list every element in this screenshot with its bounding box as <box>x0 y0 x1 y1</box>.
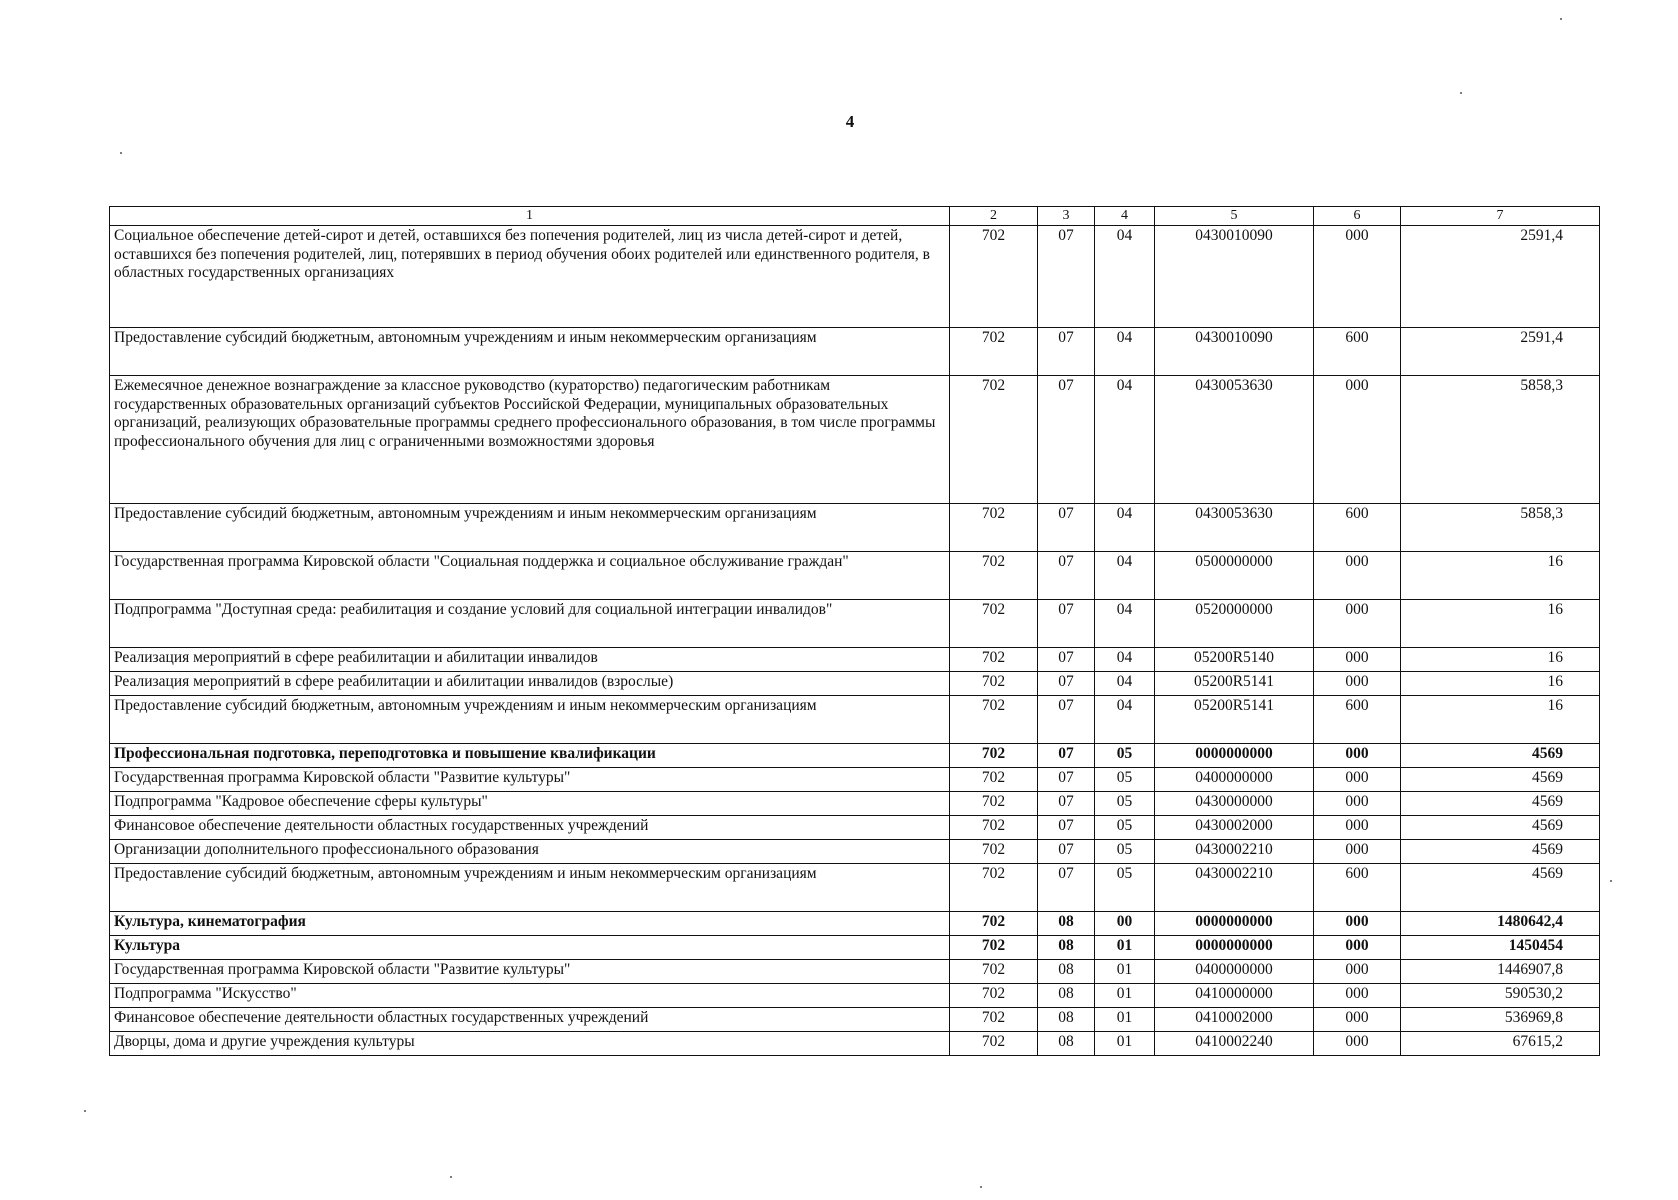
row-code-5: 0430010090 <box>1155 328 1314 376</box>
table-body <box>110 226 1600 1056</box>
table-row <box>110 984 1600 1008</box>
table-row <box>110 816 1600 840</box>
row-name: Подпрограмма "Кадровое обеспечение сферы культуры" <box>110 792 950 816</box>
row-code-4: 04 <box>1095 696 1155 744</box>
column-header: 6 <box>1314 207 1401 226</box>
row-code-5: 0430002210 <box>1155 840 1314 864</box>
table-row <box>110 936 1600 960</box>
row-code-5: 0430053630 <box>1155 504 1314 552</box>
scan-speck <box>980 1186 982 1188</box>
row-amount: 1480642,4 <box>1401 912 1600 936</box>
row-code-4: 05 <box>1095 768 1155 792</box>
row-name: Реализация мероприятий в сфере реабилитации и абилитации инвалидов (взрослые) <box>110 672 950 696</box>
column-header: 5 <box>1155 207 1314 226</box>
table-row <box>110 376 1600 504</box>
row-code-3: 07 <box>1038 226 1095 328</box>
row-code-6: 000 <box>1314 912 1401 936</box>
row-code-2: 702 <box>950 552 1038 600</box>
row-amount: 536969,8 <box>1401 1008 1600 1032</box>
row-name: Государственная программа Кировской области "Социальная поддержка и социальное обслуживание граждан" <box>110 552 950 600</box>
budget-table <box>109 206 1600 1056</box>
row-name: Профессиональная подготовка, переподготовка и повышение квалификации <box>110 744 950 768</box>
row-name: Предоставление субсидий бюджетным, автономным учреждениям и иным некоммерческим организациям <box>110 696 950 744</box>
table-row <box>110 960 1600 984</box>
row-code-4: 05 <box>1095 840 1155 864</box>
row-amount: 1446907,8 <box>1401 960 1600 984</box>
row-name: Государственная программа Кировской области "Развитие культуры" <box>110 768 950 792</box>
row-code-5: 05200R5141 <box>1155 696 1314 744</box>
row-code-5: 0430002210 <box>1155 864 1314 912</box>
row-code-2: 702 <box>950 864 1038 912</box>
row-code-4: 05 <box>1095 864 1155 912</box>
row-code-3: 07 <box>1038 648 1095 672</box>
table-row <box>110 504 1600 552</box>
row-code-5: 0410002000 <box>1155 1008 1314 1032</box>
row-code-4: 04 <box>1095 376 1155 504</box>
row-code-3: 08 <box>1038 936 1095 960</box>
row-code-3: 07 <box>1038 696 1095 744</box>
column-header: 4 <box>1095 207 1155 226</box>
row-code-4: 05 <box>1095 816 1155 840</box>
row-code-5: 05200R5141 <box>1155 672 1314 696</box>
row-code-3: 08 <box>1038 984 1095 1008</box>
row-code-2: 702 <box>950 816 1038 840</box>
table-row <box>110 840 1600 864</box>
row-code-3: 07 <box>1038 744 1095 768</box>
row-code-6: 000 <box>1314 768 1401 792</box>
row-code-3: 07 <box>1038 376 1095 504</box>
scan-speck <box>1460 92 1462 94</box>
row-amount: 67615,2 <box>1401 1032 1600 1056</box>
row-name: Предоставление субсидий бюджетным, автономным учреждениям и иным некоммерческим организациям <box>110 864 950 912</box>
row-code-4: 04 <box>1095 648 1155 672</box>
row-code-2: 702 <box>950 744 1038 768</box>
row-name: Предоставление субсидий бюджетным, автономным учреждениям и иным некоммерческим организациям <box>110 328 950 376</box>
row-amount: 4569 <box>1401 744 1600 768</box>
scan-speck <box>450 1176 452 1178</box>
row-code-6: 000 <box>1314 376 1401 504</box>
scan-speck <box>120 152 122 154</box>
row-name: Дворцы, дома и другие учреждения культуры <box>110 1032 950 1056</box>
row-code-6: 000 <box>1314 744 1401 768</box>
row-amount: 16 <box>1401 696 1600 744</box>
row-code-3: 07 <box>1038 816 1095 840</box>
row-code-6: 600 <box>1314 696 1401 744</box>
table-row <box>110 696 1600 744</box>
row-code-2: 702 <box>950 504 1038 552</box>
row-name: Реализация мероприятий в сфере реабилитации и абилитации инвалидов <box>110 648 950 672</box>
row-amount: 4569 <box>1401 816 1600 840</box>
row-code-3: 07 <box>1038 672 1095 696</box>
row-code-4: 00 <box>1095 912 1155 936</box>
row-amount: 4569 <box>1401 840 1600 864</box>
row-amount: 4569 <box>1401 864 1600 912</box>
table-row <box>110 744 1600 768</box>
table-row <box>110 226 1600 328</box>
row-name: Финансовое обеспечение деятельности областных государственных учреждений <box>110 1008 950 1032</box>
row-amount: 590530,2 <box>1401 984 1600 1008</box>
row-amount: 5858,3 <box>1401 504 1600 552</box>
row-code-4: 01 <box>1095 1008 1155 1032</box>
row-code-5: 0500000000 <box>1155 552 1314 600</box>
row-code-4: 04 <box>1095 328 1155 376</box>
row-code-3: 08 <box>1038 912 1095 936</box>
row-name: Ежемесячное денежное вознаграждение за классное руководство (кураторство) педагогическим работникам государственных образовательных организаций субъектов Российской Федерации, муниципальных образовательных организаций, реализующих образовательные программы среднего профессионального образования, в том числе программы профессионального обучения для лиц с ограниченными возможностями здоровья <box>110 376 950 504</box>
column-header: 7 <box>1401 207 1600 226</box>
row-code-6: 000 <box>1314 552 1401 600</box>
row-code-4: 04 <box>1095 226 1155 328</box>
row-name: Подпрограмма "Искусство" <box>110 984 950 1008</box>
row-code-4: 01 <box>1095 960 1155 984</box>
row-code-2: 702 <box>950 696 1038 744</box>
column-header: 3 <box>1038 207 1095 226</box>
row-code-5: 0430002000 <box>1155 816 1314 840</box>
row-code-6: 000 <box>1314 792 1401 816</box>
row-code-6: 000 <box>1314 840 1401 864</box>
row-code-2: 702 <box>950 768 1038 792</box>
row-name: Организации дополнительного профессионального образования <box>110 840 950 864</box>
row-code-2: 702 <box>950 672 1038 696</box>
row-code-4: 04 <box>1095 672 1155 696</box>
scan-speck <box>1560 18 1562 20</box>
row-code-2: 702 <box>950 226 1038 328</box>
row-amount: 2591,4 <box>1401 328 1600 376</box>
table-row <box>110 648 1600 672</box>
column-header: 1 <box>110 207 950 226</box>
row-code-2: 702 <box>950 376 1038 504</box>
row-code-3: 07 <box>1038 840 1095 864</box>
row-code-6: 000 <box>1314 1032 1401 1056</box>
row-name: Предоставление субсидий бюджетным, автономным учреждениям и иным некоммерческим организациям <box>110 504 950 552</box>
row-code-6: 600 <box>1314 504 1401 552</box>
scan-speck <box>84 1110 86 1112</box>
row-code-3: 07 <box>1038 552 1095 600</box>
row-code-5: 0000000000 <box>1155 744 1314 768</box>
row-amount: 16 <box>1401 600 1600 648</box>
row-code-5: 0410000000 <box>1155 984 1314 1008</box>
row-code-6: 000 <box>1314 960 1401 984</box>
row-code-6: 000 <box>1314 984 1401 1008</box>
row-code-2: 702 <box>950 840 1038 864</box>
table-row <box>110 600 1600 648</box>
row-code-4: 04 <box>1095 600 1155 648</box>
row-amount: 2591,4 <box>1401 226 1600 328</box>
table-row <box>110 1008 1600 1032</box>
row-code-5: 0000000000 <box>1155 936 1314 960</box>
row-code-5: 0430010090 <box>1155 226 1314 328</box>
table-row <box>110 328 1600 376</box>
row-code-6: 000 <box>1314 1008 1401 1032</box>
row-code-6: 600 <box>1314 864 1401 912</box>
row-code-6: 000 <box>1314 816 1401 840</box>
row-code-4: 04 <box>1095 504 1155 552</box>
table-row <box>110 792 1600 816</box>
row-code-4: 01 <box>1095 1032 1155 1056</box>
row-code-2: 702 <box>950 1008 1038 1032</box>
row-code-2: 702 <box>950 912 1038 936</box>
table-row <box>110 768 1600 792</box>
row-code-4: 01 <box>1095 984 1155 1008</box>
row-code-6: 600 <box>1314 328 1401 376</box>
row-code-2: 702 <box>950 792 1038 816</box>
column-header: 2 <box>950 207 1038 226</box>
row-code-6: 000 <box>1314 226 1401 328</box>
row-code-4: 01 <box>1095 936 1155 960</box>
row-name: Государственная программа Кировской области "Развитие культуры" <box>110 960 950 984</box>
row-code-5: 05200R5140 <box>1155 648 1314 672</box>
page-number: 4 <box>845 112 855 131</box>
row-code-3: 07 <box>1038 600 1095 648</box>
row-code-3: 07 <box>1038 768 1095 792</box>
row-amount: 16 <box>1401 552 1600 600</box>
row-code-2: 702 <box>950 936 1038 960</box>
table-row <box>110 912 1600 936</box>
row-code-2: 702 <box>950 960 1038 984</box>
row-code-5: 0430000000 <box>1155 792 1314 816</box>
table-row <box>110 672 1600 696</box>
row-amount: 4569 <box>1401 792 1600 816</box>
row-code-5: 0400000000 <box>1155 768 1314 792</box>
table-row <box>110 1032 1600 1056</box>
row-code-6: 000 <box>1314 672 1401 696</box>
row-name: Культура, кинематография <box>110 912 950 936</box>
row-code-6: 000 <box>1314 648 1401 672</box>
row-code-3: 07 <box>1038 328 1095 376</box>
row-code-2: 702 <box>950 328 1038 376</box>
row-amount: 16 <box>1401 672 1600 696</box>
row-name: Культура <box>110 936 950 960</box>
row-code-3: 08 <box>1038 1008 1095 1032</box>
row-code-5: 0000000000 <box>1155 912 1314 936</box>
row-code-2: 702 <box>950 600 1038 648</box>
row-code-5: 0430053630 <box>1155 376 1314 504</box>
row-code-2: 702 <box>950 648 1038 672</box>
row-amount: 4569 <box>1401 768 1600 792</box>
row-code-5: 0400000000 <box>1155 960 1314 984</box>
row-amount: 1450454 <box>1401 936 1600 960</box>
row-name: Подпрограмма "Доступная среда: реабилитация и создание условий для социальной интеграции инвалидов" <box>110 600 950 648</box>
row-code-2: 702 <box>950 984 1038 1008</box>
row-code-3: 08 <box>1038 1032 1095 1056</box>
row-code-4: 05 <box>1095 792 1155 816</box>
scan-speck <box>1610 880 1612 882</box>
row-code-2: 702 <box>950 1032 1038 1056</box>
row-code-3: 07 <box>1038 504 1095 552</box>
row-name: Финансовое обеспечение деятельности областных государственных учреждений <box>110 816 950 840</box>
row-code-3: 08 <box>1038 960 1095 984</box>
row-code-5: 0410002240 <box>1155 1032 1314 1056</box>
row-code-4: 05 <box>1095 744 1155 768</box>
row-code-3: 07 <box>1038 864 1095 912</box>
table-row <box>110 864 1600 912</box>
table-row <box>110 552 1600 600</box>
row-code-6: 000 <box>1314 936 1401 960</box>
row-name: Социальное обеспечение детей-сирот и детей, оставшихся без попечения родителей, лиц из числа детей-сирот и детей, оставшихся без попечения родителей, лиц, потерявших в период обучения обоих родителей или единственного родителя, в областных государственных организациях <box>110 226 950 328</box>
row-code-6: 000 <box>1314 600 1401 648</box>
row-amount: 5858,3 <box>1401 376 1600 504</box>
row-code-3: 07 <box>1038 792 1095 816</box>
row-code-5: 0520000000 <box>1155 600 1314 648</box>
row-code-4: 04 <box>1095 552 1155 600</box>
table-header-row <box>110 207 1600 226</box>
row-amount: 16 <box>1401 648 1600 672</box>
